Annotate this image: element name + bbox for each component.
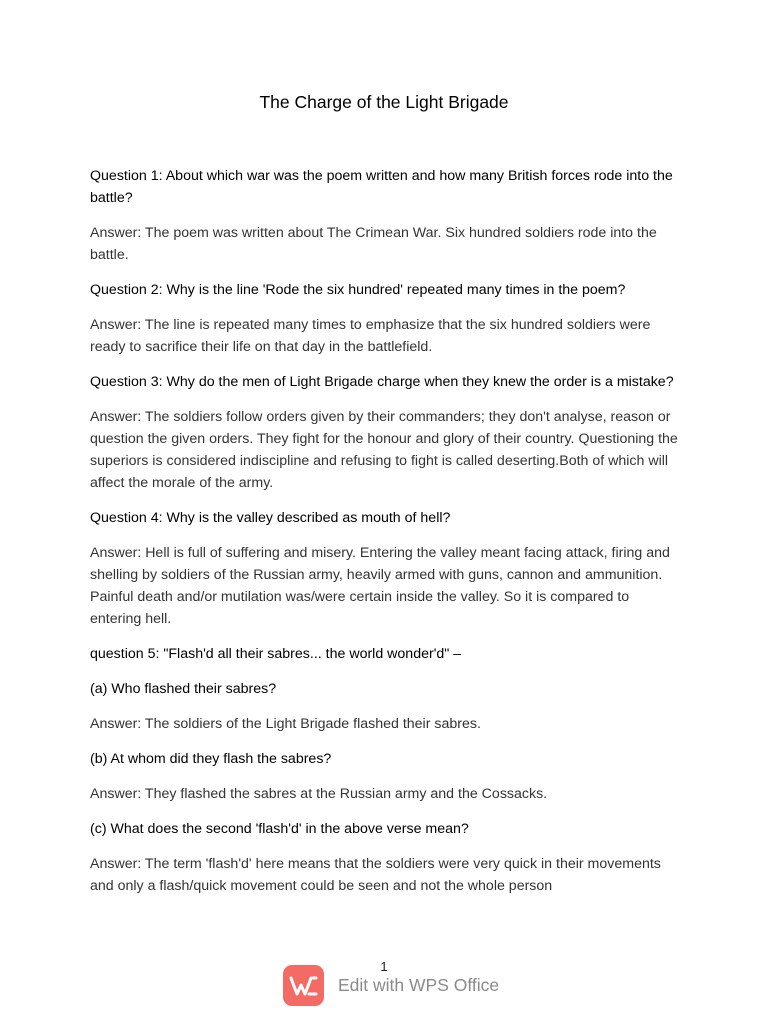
question-5: question 5: "Flash'd all their sabres... the world wonder'd" – bbox=[90, 646, 462, 662]
question-5c: (c) What does the second 'flash'd' in the above verse mean? bbox=[90, 821, 469, 837]
question-4: Question 4: Why is the valley described as mouth of hell? bbox=[90, 510, 451, 526]
wps-logo-icon bbox=[283, 965, 324, 1006]
answer-5c: Answer: The term 'flash'd' here means that the soldiers were very quick in their movements and only a flash/quick movement could be seen and not the whole person bbox=[90, 856, 661, 894]
answer-5a: Answer: The soldiers of the Light Brigade flashed their sabres. bbox=[90, 716, 481, 732]
answer-1: Answer: The poem was written about The Crimean War. Six hundred soldiers rode into the battle. bbox=[90, 225, 657, 263]
question-5b: (b) At whom did they flash the sabres? bbox=[90, 751, 332, 767]
answer-5b: Answer: They flashed the sabres at the Russian army and the Cossacks. bbox=[90, 786, 548, 802]
document-body bbox=[90, 165, 680, 910]
answer-3: Answer: The soldiers follow orders given by their commanders; they don't analyse, reason or question the given orders. They fight for the honour and glory of their country. Questioning the superiors is considered indiscipline and refusing to fight is called deserting.Both of which will affect the morale of the army. bbox=[90, 409, 678, 491]
edit-with-wps-badge[interactable] bbox=[283, 965, 499, 1006]
page-number: 1 bbox=[380, 959, 388, 974]
question-2: Question 2: Why is the line 'Rode the six hundred' repeated many times in the poem? bbox=[90, 282, 626, 298]
question-5a: (a) Who flashed their sabres? bbox=[90, 681, 277, 697]
question-3: Question 3: Why do the men of Light Brigade charge when they knew the order is a mistake? bbox=[90, 374, 674, 390]
answer-2: Answer: The line is repeated many times to emphasize that the six hundred soldiers were ready to sacrifice their life on that day in the battlefield. bbox=[90, 317, 651, 355]
wps-logo-glyph bbox=[289, 975, 319, 997]
wps-badge-label: Edit with WPS Office bbox=[338, 975, 500, 995]
page-title: The Charge of the Light Brigade bbox=[259, 92, 509, 112]
question-1: Question 1: About which war was the poem written and how many British forces rode into the battle? bbox=[90, 168, 673, 206]
answer-4: Answer: Hell is full of suffering and misery. Entering the valley meant facing attack, firing and shelling by soldiers of the Russian army, heavily armed with guns, cannon and ammunition. Painful death and/or mutilation was/were certain inside the valley. So it is compared to entering hell. bbox=[90, 545, 670, 627]
